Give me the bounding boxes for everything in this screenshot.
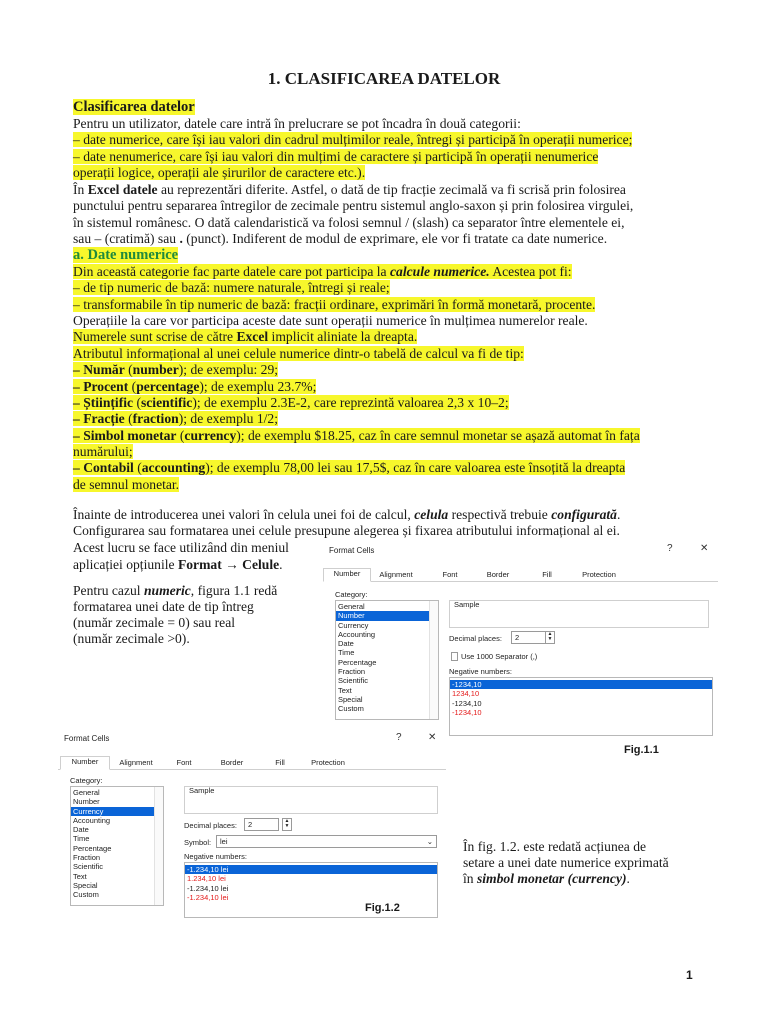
category-item[interactable]: Percentage [338, 657, 377, 667]
negative-number-option[interactable]: -1234,10 [450, 680, 712, 689]
negative-numbers-list[interactable] [184, 862, 438, 918]
help-icon[interactable]: ? [396, 732, 402, 743]
type-number: – Număr (number); de exemplu: 29; [73, 362, 279, 377]
heading-text: Clasificarea datelor [73, 99, 195, 115]
excel-paragraph-l4: sau – (cratimă) sau . (punct). Indiferent de modul de exprimare, ele vor fi tratate ca date numerice. [73, 231, 608, 246]
tab-number[interactable]: Number [60, 756, 110, 770]
decimal-places-label: Decimal places: [184, 821, 237, 830]
symbol-select[interactable] [216, 835, 437, 848]
category-item[interactable]: Date [73, 825, 89, 835]
sample-box [184, 786, 438, 814]
config-l2: Configurarea sau formatarea unei celule presupune alegerea și fixarea atributului informațional al ei. [73, 523, 620, 538]
tab-alignment[interactable]: Alignment [379, 570, 413, 579]
category-item[interactable]: Fraction [73, 853, 101, 863]
type-fraction: – Fracție (fraction); de exemplu 1/2; [73, 411, 278, 426]
category-l1: Din această categorie fac parte datele care pot participa la calcule numerice. Acestea pot fi: [73, 264, 572, 279]
category-l4: Operațiile la care vor participa aceste date sunt operații numerice în mulțimea numerelor reale. [73, 313, 588, 328]
decimal-spinner[interactable]: ▲ ▼ [545, 631, 555, 644]
negative-numbers-label: Negative numbers: [184, 852, 247, 861]
numeric-l1: Pentru cazul numeric, figura 1.1 redă [73, 583, 278, 598]
tab-protection[interactable]: Protection [311, 758, 345, 767]
dialog-title: Format Cells [329, 546, 375, 555]
negative-number-option[interactable]: -1.234,10 lei [187, 883, 229, 893]
config-l1: Înainte de introducerea unei valori în celula unei foi de calcul, celula respectivă trebuie configurată. [73, 507, 621, 522]
negative-numbers-list[interactable] [449, 677, 713, 736]
tab-font[interactable]: Font [442, 570, 458, 579]
tab-border[interactable]: Border [220, 758, 244, 767]
format-cells-dialog-1 [321, 538, 721, 734]
category-item[interactable]: Custom [73, 890, 99, 900]
sample-label: Sample [454, 600, 480, 609]
numeric-l3: (număr zecimale = 0) sau real [73, 615, 236, 630]
category-item[interactable]: Custom [338, 704, 364, 714]
category-list[interactable] [335, 600, 439, 720]
fig2-par-l1: În fig. 1.2. este redată acțiunea de [463, 839, 647, 854]
category-item[interactable]: Text [73, 871, 87, 881]
type-currency-cont: numărului; [73, 444, 133, 459]
help-icon[interactable]: ? [667, 543, 673, 554]
tab-protection[interactable]: Protection [582, 570, 616, 579]
tab-fill[interactable]: Fill [542, 570, 552, 579]
negative-number-option[interactable]: -1.234,10 lei [185, 865, 437, 874]
negative-number-option[interactable]: -1.234,10 lei [187, 892, 229, 902]
category-item[interactable]: Fraction [338, 667, 366, 677]
type-percentage: – Procent (percentage); de exemplu 23.7%; [73, 379, 317, 394]
decimal-spinner[interactable]: ▲ ▼ [282, 818, 292, 831]
symbol-value: lei [220, 837, 228, 846]
type-scientific: – Științific (scientific); de exemplu 2.3E-2, care reprezintă valoarea 2,3 x 10–2; [73, 395, 509, 410]
page-number: 1 [686, 968, 693, 982]
bullet-nonnumeric-cont: operații logice, operații ale șirurilor de caractere etc.). [73, 165, 366, 180]
fig-2-caption: Fig.1.2 [365, 902, 400, 914]
section-a-heading: a. Date numerice [73, 247, 179, 263]
category-item[interactable]: Special [73, 880, 98, 890]
category-l6: Atributul informațional al unei celule numerice dintr-o tabelă de calcul va fi de tip: [73, 346, 524, 361]
bullet-numeric: – date numerice, care își iau valori din cadrul mulțimilor reale, întregi și participă în operații numerice; [73, 132, 633, 147]
category-l5: Numerele sunt scrise de către Excel implicit aliniate la dreapta. [73, 329, 418, 344]
type-currency: – Simbol monetar (currency); de exemplu $18.25, caz în care semnul monetar se așază automat în fața [73, 428, 640, 443]
category-item[interactable]: Scientific [338, 676, 369, 686]
separator-label: Use 1000 Separator (,) [461, 652, 538, 661]
scrollbar[interactable] [154, 787, 163, 905]
format-cells-dialog-2 [56, 728, 448, 916]
numeric-l2: formatarea unei date de tip întreg [73, 599, 254, 614]
close-icon[interactable]: ✕ [700, 543, 709, 554]
negative-number-option[interactable]: -1234,10 [452, 698, 482, 708]
category-label: Category: [335, 590, 368, 599]
bullet-nonnumeric: – date nenumerice, care își iau valori din mulțimi de caractere și participă în operații nenumerice [73, 149, 599, 164]
type-accounting: – Contabil (accounting); de exemplu 78,00 lei sau 17,5$, caz în care valoarea este însoțită la dreapta [73, 460, 626, 475]
intro-text: Pentru un utilizator, datele care intră în prelucrare se pot încadra în două categorii: [73, 116, 521, 131]
category-label: Category: [70, 776, 103, 785]
negative-number-option[interactable]: 1234,10 [452, 689, 480, 699]
dialog-title: Format Cells [64, 734, 110, 743]
separator-checkbox[interactable] [451, 652, 458, 661]
category-item[interactable]: Time [338, 648, 355, 658]
negative-number-option[interactable]: 1.234,10 lei [187, 874, 226, 884]
tab-border[interactable]: Border [486, 570, 510, 579]
sample-label: Sample [189, 786, 215, 795]
category-item[interactable]: Currency [71, 807, 163, 816]
category-item[interactable]: Scientific [73, 862, 104, 872]
fig-1-caption: Fig.1.1 [624, 744, 659, 756]
category-list[interactable] [70, 786, 164, 906]
category-item[interactable]: Special [338, 694, 363, 704]
section-heading [73, 99, 696, 115]
decimal-places-label: Decimal places: [449, 634, 502, 643]
category-item[interactable]: Text [338, 685, 352, 695]
tab-bar [323, 568, 718, 582]
tab-font[interactable]: Font [176, 758, 192, 767]
category-item[interactable]: Number [336, 611, 438, 620]
config-l3: Acest lucru se face utilizând din meniul [73, 540, 289, 555]
numeric-l4: (număr zecimale >0). [73, 631, 190, 646]
tab-alignment[interactable]: Alignment [119, 758, 153, 767]
symbol-label: Symbol: [184, 838, 212, 847]
tab-number[interactable]: Number [323, 568, 371, 582]
fig2-par-l2: setare a unei date numerice exprimată [463, 855, 669, 870]
category-l3: – transformabile în tip numeric de bază: fracții ordinare, exprimări în formă monetară, procente. [73, 297, 596, 312]
category-item[interactable]: General [73, 788, 100, 797]
page-title: 1. CLASIFICAREA DATELOR [267, 69, 501, 88]
category-item[interactable]: General [338, 602, 365, 611]
tab-bar [58, 756, 446, 770]
type-accounting-cont: de semnul monetar. [73, 477, 180, 492]
fig2-par-l3: în simbol monetar (currency). [463, 871, 630, 886]
chevron-down-icon: ⌄ [426, 837, 433, 846]
category-item[interactable]: Accounting [338, 629, 376, 639]
category-item[interactable]: Percentage [73, 843, 112, 853]
scrollbar[interactable] [429, 601, 438, 719]
category-item[interactable]: Date [338, 639, 354, 649]
close-icon[interactable]: ✕ [428, 732, 437, 743]
category-l2: – de tip numeric de bază: numere naturale, întregi și reale; [73, 280, 390, 295]
excel-paragraph-l3: în sistemul românesc. O dată calendaristică va folosi semnul / (slash) ca separator între elementele ei, [73, 215, 625, 230]
negative-numbers-label: Negative numbers: [449, 667, 512, 676]
excel-paragraph-l2: punctului pentru separarea întregilor de zecimale pentru sistemul anglo-saxon și prin folosirea virgulei, [73, 198, 634, 213]
excel-paragraph-l1: În Excel datele au reprezentări diferite. Astfel, o dată de tip fracție zecimală va fi scrisă prin folosirea [73, 182, 626, 197]
tab-fill[interactable]: Fill [275, 758, 285, 767]
negative-number-option[interactable]: -1234,10 [452, 707, 482, 717]
config-l4: aplicației opțiunile Format → Celule. [73, 557, 283, 572]
category-item[interactable]: Time [73, 834, 90, 844]
decimal-places-input[interactable]: 2 [511, 631, 546, 644]
decimal-places-input[interactable]: 2 [244, 818, 279, 831]
category-item[interactable]: Currency [338, 620, 369, 630]
category-item[interactable]: Number [73, 797, 100, 807]
sample-box [449, 600, 709, 628]
category-item[interactable]: Accounting [73, 815, 111, 825]
